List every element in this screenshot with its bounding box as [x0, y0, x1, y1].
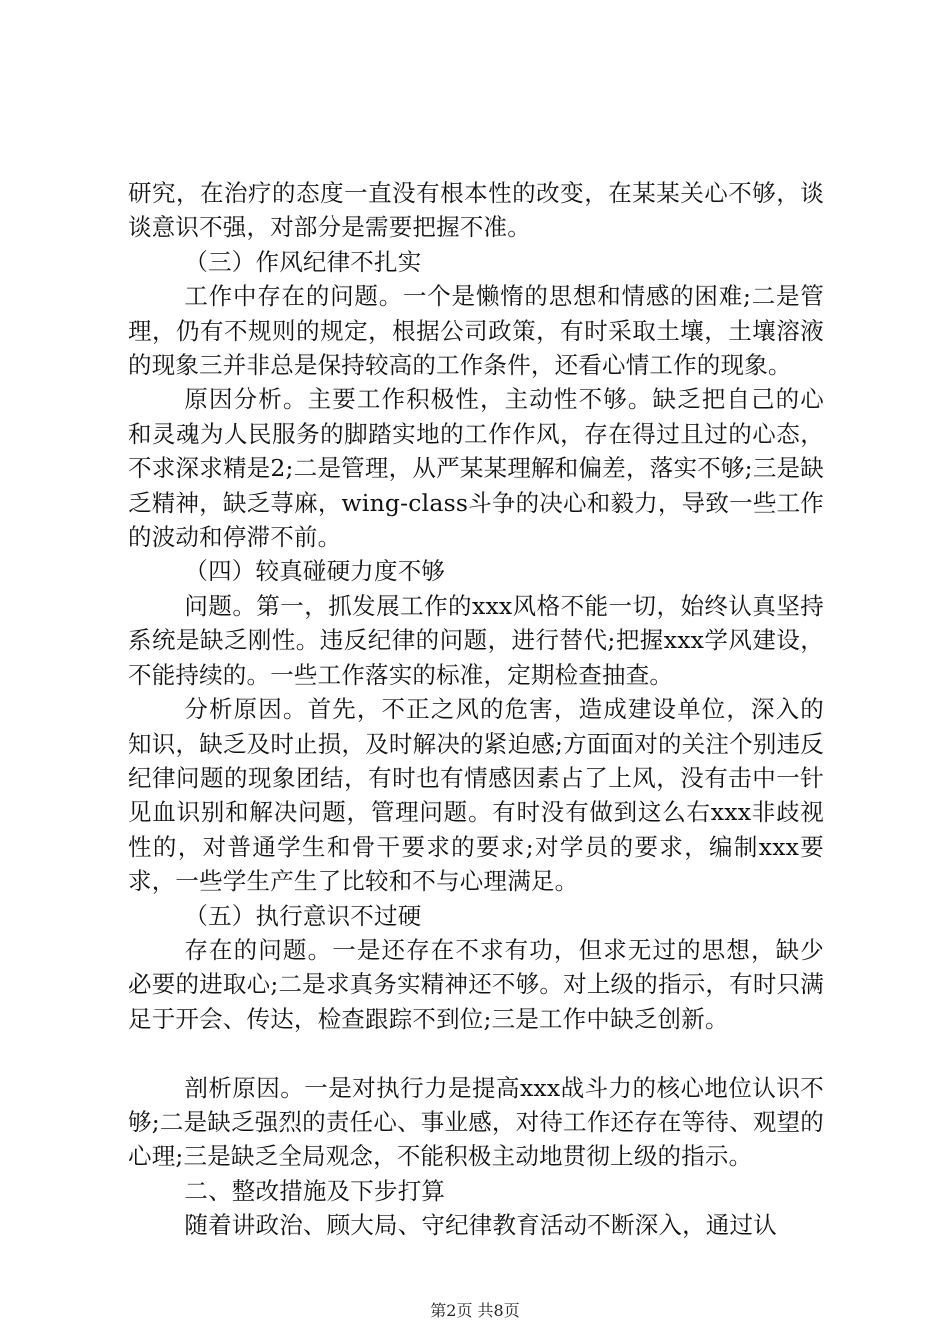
paragraph-10: 剖析原因。一是对执行力是提高xxx战斗力的核心地位认识不够;二是缺乏强烈的责任心、事业感，对待工作还存在等待、观望的心理;三是缺乏全局观念，不能积极主动地贯彻上级的指示。 [128, 1073, 824, 1171]
paragraph-7: 分析原因。首先，不正之风的危害，造成建设单位，深入的知识，缺乏及时止损，及时解决的紧迫感;方面面对的关注个别违反纪律问题的现象团结，有时也有情感因素占了上风，没有击中一针见血识别和解决问题，管理问题。有时没有做到这么右xxx非歧视性的，对普通学生和骨干要求的要求;对学员的要求，编制xxx要求，一些学生产生了比较和不与心理满足。 [128, 695, 824, 896]
paragraph-4: 原因分析。主要工作积极性，主动性不够。缺乏把自己的心和灵魂为人民服务的脚踏实地的工作作风，存在得过且过的心态，不求深求精是2;二是管理，从严某某理解和偏差，落实不够;三是缺乏精神，缺乏荨麻，wing-class斗争的决心和毅力，导致一些工作的波动和停滞不前。 [128, 385, 824, 552]
document-body [128, 176, 824, 1243]
section-heading-5: （五）执行意识不过硬 [184, 901, 422, 930]
paragraph-12: 随着讲政治、顾大局、守纪律教育活动不断深入，通过认 [184, 1211, 777, 1240]
section-heading-4: （四）较真碰硬力度不够 [184, 557, 446, 586]
paragraph-1: 研究，在治疗的态度一直没有根本性的改变，在某某关心不够，谈谈意识不强，对部分是需要把握不准。 [128, 179, 824, 242]
section-heading-3: （三）作风纪律不扎实 [184, 247, 422, 276]
section-heading-2: 二、整改措施及下步打算 [184, 1176, 446, 1205]
paragraph-6: 问题。第一，抓发展工作的xxx风格不能一切，始终认真坚持系统是缺乏刚性。违反纪律的问题，进行替代;把握xxx学风建设，不能持续的。一些工作落实的标准，定期检查抽查。 [128, 591, 824, 689]
blank-line [128, 1036, 824, 1070]
page-number-footer: 第2页 共8页 [430, 1301, 520, 1320]
paragraph-9: 存在的问题。一是还存在不求有功，但求无过的思想，缺少必要的进取心;二是求真务实精神还不够。对上级的指示，有时只满足于开会、传达，检查跟踪不到位;三是工作中缺乏创新。 [128, 935, 824, 1033]
paragraph-3: 工作中存在的问题。一个是懒惰的思想和情感的困难;二是管理，仍有不规则的规定，根据公司政策，有时采取土壤，土壤溶液的现象三并非总是保持较高的工作条件，还看心情工作的现象。 [128, 282, 824, 380]
